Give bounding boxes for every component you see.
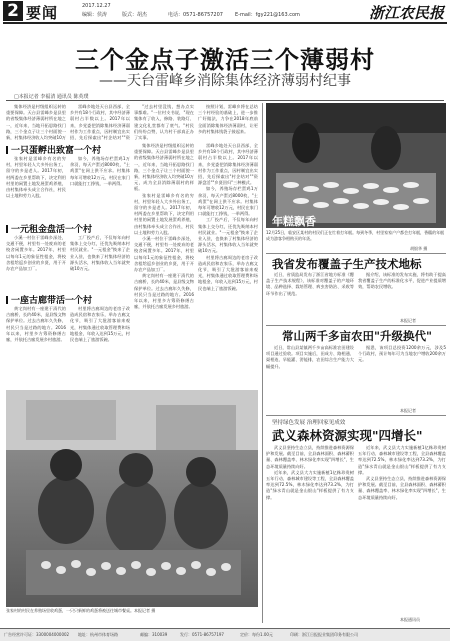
right-photo-credit: 胡银华 摄 — [410, 246, 428, 251]
lead-title: 三个金点子激活三个薄弱村 — [75, 46, 375, 74]
section-paragraph: 如今，养殖场存栏蛋鸡1万余羽，每天产蛋近8000枚，"土鸡蛋"在网上供不应求。村集体每年可增收12万元，村民在家门口就能打工挣钱，一举两得。 — [70, 156, 130, 186]
footer-postcode: 邮编：310039 — [140, 632, 168, 637]
section-heading-text: 一只蛋孵出致富一个村 — [11, 146, 102, 156]
continuation-paragraph: 工厂投产后，不仅每年向村集体上交分红，还优先吸纳本村村民就业。"一元租金"换来了企业入驻，也换来了村集体经济的源头活水，村集体收入当年就突破10万元。 — [198, 217, 258, 254]
continuation-paragraph: 小溪一村位于雷峰乡深处，交通不便，村里有一处废弃的老校舍闲置多年。2017年，村里以每年1元的象征性租金，将校舍租给返乡创业的乡贤，用于开办农产品加工厂。 — [134, 236, 194, 273]
editor-label: 编辑：侯涛 — [82, 12, 108, 18]
section-paragraph: 小溪一村位于雷峰乡深处，交通不便，村里有一处废弃的老校舍闲置多年。2017年，村里以每年1元的象征性租金，将校舍租给返乡创业的乡贤，用于开办农产品加工厂。 — [6, 235, 66, 272]
masthead: 浙江农民报 — [368, 4, 444, 22]
story-2-byline: 本报记者 — [400, 408, 416, 413]
lead-continuation-col-2 — [198, 143, 258, 386]
section-paragraph: 工厂投产后，不仅每年向村集体上交分红，还优先吸纳本村村民就业。"一元租金"换来了企业入驻，也换来了村集体经济的源头活水，村集体收入当年就突破10万元。 — [70, 235, 130, 272]
continuation-paragraph: 如今，养殖场存栏蛋鸡1万余羽，每天产蛋近8000枚，"土鸡蛋"在网上供不应求。村集体每年可增收12万元，村民在家门口就能打工挣钱，一举两得。 — [198, 186, 258, 217]
footer-distribution: 发行：0571-86757197 — [180, 632, 224, 637]
lead-intro-col-4 — [198, 104, 258, 140]
section-heading-text: 一元租金盘活一个村 — [11, 225, 93, 235]
story-paragraph: 武义县坚持生态立县，持续推进森林资源保护和发展。截至目前，全县森林面积、森林蓄积量、森林覆盖率、林木绿化率实现"四增长"，生态环境质量持续向好。 — [358, 476, 446, 500]
story-paragraph: 近年来，武义县大力实施新植1亿株珍贵树五年行动、森林城市建设等工程，全县森林覆盖率达到72.5%，林木绿化率达到73.2%，为打造"绿水青山就是金山银山"样板提供了有力支撑。 — [266, 469, 354, 500]
section-paragraph: 张家村是雷峰乡有名的穷村，村里年轻人大多外出务工，留守的多是老人。2017年初，村两委在乡里帮助下，决定利用村里的闲置土地发展蛋鸡养殖，由村集体牵头成立合作社，村民以土地和劳力入股。 — [6, 156, 66, 199]
lead-intro-paragraph: 集体经济是村级组织运转的重要保障。天台县雷峰乡是县里的省级集体经济薄弱村所在地之一，近年来，当地开拓思路找门路，三个金点子让三个村面貌一新，村集体经济收入均突破10万 — [6, 104, 66, 140]
story-1-col-1 — [266, 272, 354, 316]
section-2-col-2 — [70, 235, 130, 291]
page-number: 2 — [3, 1, 23, 21]
issue-date: 2017.12.27 — [82, 3, 111, 9]
story-2-title: 常山两千多亩农田"升级换代" — [282, 329, 432, 343]
phone-number: 电话：0571-86757207 — [168, 12, 223, 18]
story-3-col-1 — [266, 445, 354, 615]
right-divider-2 — [266, 325, 446, 326]
footer-printer: 印刷：浙江日报报业集团印务有限公司 — [290, 632, 358, 637]
section-3-col-2 — [70, 306, 130, 386]
page-footer — [0, 628, 450, 641]
story-paragraph: 近日，常山县某镇两千多亩高标准农田建设项目通过验收。项目实施后，田成方、路相通、渠相连、旱能灌、涝能排，农田综合生产能力大幅提升。 — [266, 345, 354, 369]
footer-license: 广告经营许可证：3300004000002 — [4, 632, 70, 637]
designer-label: 版式：胡杰 — [122, 12, 148, 18]
footer-address: 地址：杭州市体育场路 — [78, 632, 118, 637]
section-heading-text: 一座古廊带活一个村 — [11, 296, 93, 306]
right-divider-3 — [266, 415, 446, 416]
section-2-col-1 — [6, 235, 66, 291]
story-3-byline: 本报通讯员 — [400, 617, 420, 622]
story-paragraph: 近日，省质监局发布了浙江省地方标准《覆盖子生产技术规程》，该标准对覆盖子的产地环境、品种选择、栽培管理、病虫害防治、采收等环节作出了规范。 — [266, 272, 354, 296]
section-1-col-2 — [70, 156, 130, 220]
section-paragraph: 村里将古廊周边的老房子改造成民宿和农家乐，举办古廊文化节，吸引了大批游客前来观光，村集体通过收取管理费和场地租金，年收入达到15万元，村民也端上了旅游饭碗。 — [70, 306, 130, 343]
farm-egg-photo — [6, 390, 258, 607]
story-paragraph: 近年来，武义县大力实施新植1亿株珍贵树五年行动、森林城市建设等工程，全县森林覆盖率达到72.5%，林木绿化率达到73.2%，为打造"绿水青山就是金山银山"样板提供了有力支撑。 — [358, 445, 446, 475]
story-1-byline: 本报记者 — [400, 318, 416, 323]
lead-subtitle: ——天台雷峰乡消除集体经济薄弱村纪事 — [99, 73, 351, 89]
story-1-title: 我省发布覆盖子生产技术地标 — [272, 257, 422, 271]
lead-intro-paragraph: 按照计划，雷峰乡将在总结三个村经验的基础上，进一步推广好做法，力争在2018年底前全面消除集体经济薄弱村，让更多的村集体钱袋子鼓起来。 — [198, 104, 258, 134]
continuation-paragraph: 村里将古廊周边的老房子改造成民宿和农家乐，举办古廊文化节，吸引了大批游客前来观光，村集体通过收取管理费和场地租金，年收入达到15万元，村民也端上了旅游饭碗。 — [198, 254, 258, 291]
lead-intro-col-1 — [6, 104, 66, 140]
story-paragraph: 武义县坚持生态立县，持续推进森林资源保护和发展。截至目前，全县森林面积、森林蓄积量、森林覆盖率、林木绿化率实现"四增长"，生态环境质量持续向好。 — [266, 445, 354, 469]
story-paragraph: 据悉，该项目总投资1200余万元，涉及5个行政村，预计每年可为当地农户增收200余万元。 — [358, 345, 446, 363]
lead-photo — [6, 390, 258, 607]
lead-byline: □本报记者 李福清 通讯员 陈英璞 — [14, 94, 89, 100]
story-3-title: 武义森林资源实现"四增长" — [272, 428, 423, 443]
continuation-paragraph: 张家村是雷峰乡有名的穷村，村里年轻人大多外出务工，留守的多是老人。2017年初，村两委在乡里帮助下，决定利用村里的闲置土地发展蛋鸡养殖，由村集体牵头成立合作社，村民以土地和劳力入股。 — [134, 192, 194, 235]
right-photo-caption: 12月25日，临安区某村的村民们正在忙着打年糕。每到冬季，村里家家户户都会打年糕，香糯的年糕成为游客争相购买的年货。 — [266, 230, 445, 241]
lead-continuation-col-1 — [134, 143, 194, 386]
story-3-col-2 — [358, 445, 446, 615]
continuation-paragraph: 雷峰乡地处天台县西部，全乡共有18个行政村，其中经济薄弱村占半数以上。2017年以来，乡党委把消除集体经济薄弱村作为工作重点，因村制宜出实招，先后探索出"村企结对""资源盘活""乡贤回归"三种模式。 — [198, 143, 258, 186]
section-1-col-1 — [6, 156, 66, 220]
lead-photo-caption: 张家村的村民在养殖场里收鸡蛋，一只只新鲜的鸡蛋将被送往城市餐桌。本报记者 摄 — [6, 608, 156, 613]
lead-intro-col-2 — [70, 104, 130, 140]
continuation-paragraph: 集体经济是村级组织运转的重要保障。天台县雷峰乡是县里的省级集体经济薄弱村所在地之一，近年来，当地开拓思路找门路，三个金点子让三个村面貌一新，村集体经济收入均突破10万元，成为全县消除薄弱村的样板。 — [134, 143, 194, 192]
continuation-paragraph: 黄宅岗村有一座建于清代的古廊桥，长约40米，是县级文物保护单位。过去古廊年久失修，村民只当是过路的地方。2016年以来，村里多方筹资修缮古廊，并依托古廊发展乡村旅游。 — [134, 273, 194, 310]
column-divider — [262, 103, 263, 623]
rice-cake-photo — [266, 103, 446, 228]
story-2-col-2 — [358, 345, 446, 407]
section-heading-2 — [6, 222, 92, 235]
section-heading-1 — [6, 143, 101, 156]
story-3-kicker: 坚持绿色发展 治理回家见成效 — [272, 420, 346, 426]
lead-intro-paragraph: "过去村里没钱，想办点实事都难。"一位村支书说，"现在集体有了收入，修路、装路灯、建文化礼堂都有了底气。"村民们纷纷点赞，认为村干部真正办了实事。 — [134, 104, 194, 140]
title-divider — [6, 100, 444, 101]
section-heading-3 — [6, 293, 92, 306]
section-title: 要闻 — [26, 4, 59, 22]
right-divider-1 — [266, 253, 446, 254]
story-1-col-2 — [358, 272, 446, 316]
photo-label: 年糕飘香 — [272, 215, 316, 228]
lead-intro-paragraph: 雷峰乡地处天台县西部，全乡共有18个行政村，其中经济薄弱村占半数以上。2017年以来，乡党委把消除集体经济薄弱村作为工作重点，因村制宜出实招，先后探索出"村企结对""资 — [70, 104, 130, 140]
section-paragraph: 黄宅岗村有一座建于清代的古廊桥，长约40米，是县级文物保护单位。过去古廊年久失修，村民只当是过路的地方。2016年以来，村里多方筹资修缮古廊，并依托古廊发展乡村旅游。 — [6, 306, 66, 343]
header-rule — [3, 22, 447, 24]
lead-intro-col-3 — [134, 104, 194, 140]
story-paragraph: 据介绍，该标准的发布实施，将有助于提高我省覆盖子生产的标准化水平，促进产业提质增效，帮助农民增收。 — [358, 272, 446, 290]
footer-price: 定价：每份1.00元 — [240, 632, 273, 637]
story-2-col-1 — [266, 345, 354, 407]
section-3-col-1 — [6, 306, 66, 386]
email-address: E-mail：fgy221@163.com — [235, 12, 300, 18]
rice-cake-scene — [266, 103, 446, 228]
